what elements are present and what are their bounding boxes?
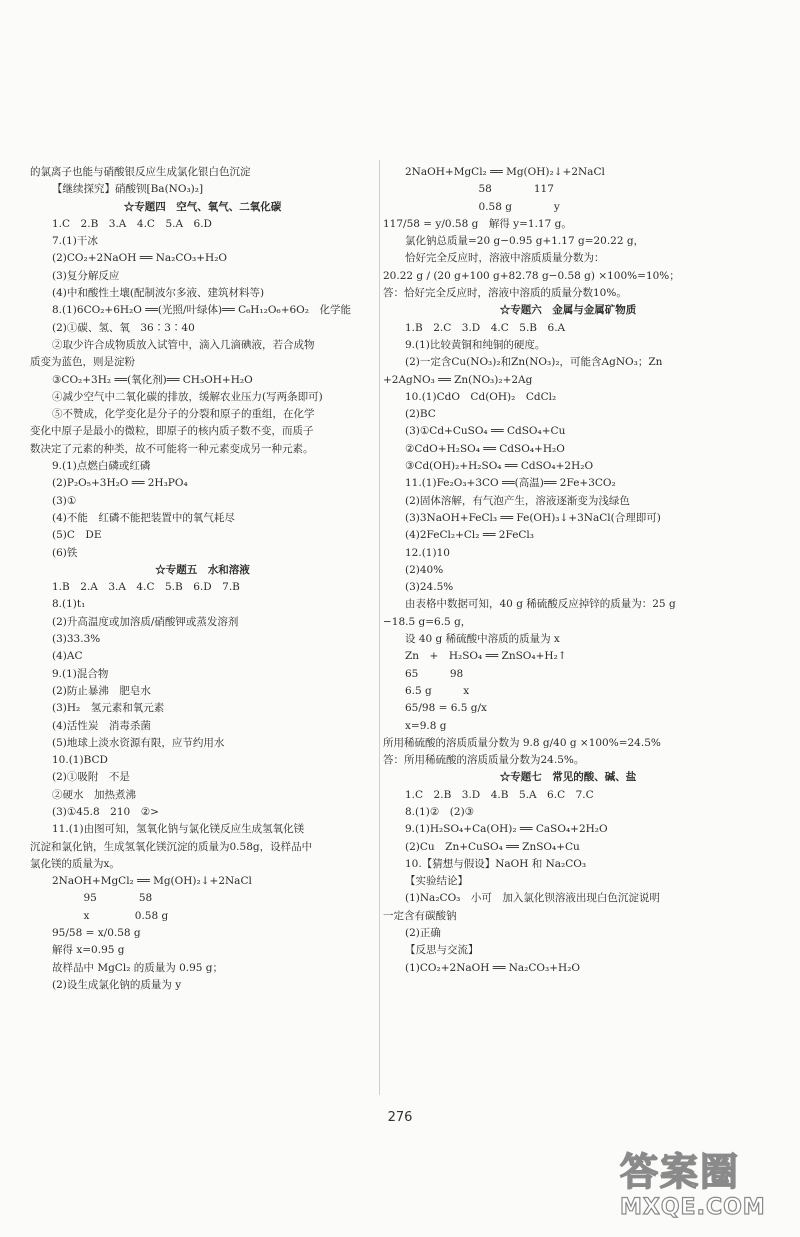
text-line: (3)① [52,494,77,507]
text-line: 沉淀和氯化钠，生成氢氧化镁沉淀的质量为0.58g，设样品中 [30,840,313,853]
watermark-url: MXQE.COM [620,1195,766,1220]
text-line: (4)AC [52,650,83,663]
text-line: 8.(1)t₁ [52,598,86,611]
text-line: (4)不能 红磷不能把装置中的氧气耗尽 [52,511,235,524]
section-heading: ☆专题五 水和溶液 [155,563,250,576]
text-line: ②硬水 加热煮沸 [52,788,136,801]
text-line: (6)铁 [52,546,78,559]
text-line: 20.22 g / (20 g+100 g+82.78 g−0.58 g) ×100%=10%； [383,269,680,282]
text-line: 0.58 g y [405,200,560,213]
watermark-title: 答案圈 [620,1150,741,1194]
text-line: 9.(1)点燃白磷或红磷 [52,460,151,473]
text-line: x=9.8 g [405,719,447,732]
text-line: 2NaOH+MgCl₂ ══ Mg(OH)₂↓+2NaCl [405,166,605,178]
text-line: (2)正确 [405,927,441,940]
text-line: (3)H₂ 氢元素和氧元素 [52,702,165,715]
text-line: 8.(1)6CO₂+6H₂O ══(光照/叶绿体)══ C₆H₁₂O₆+6O₂ 化学能 [52,304,351,317]
text-line: 1.B 2.A 3.A 4.C 5.B 6.D 7.B [52,581,240,594]
text-line: 12.(1)10 [405,546,450,559]
text-line: 11.(1)Fe₂O₃+3CO ══(高温)══ 2Fe+3CO₂ [405,477,616,490]
text-line: (5)地球上淡水资源有限，应节约用水 [52,736,225,749]
text-line: 95 58 [52,892,153,905]
watermark-logo [620,1150,790,1230]
text-line: −18.5 g=6.5 g， [383,615,472,628]
text-line: 1.C 2.B 3.D 4.B 5.A 6.C 7.C [405,788,594,801]
text-line: (2)防止暴沸 肥皂水 [52,684,151,697]
section-heading: ☆专题四 空气、氧气、二氧化碳 [123,200,282,213]
text-line: 7.(1)干冰 [52,235,98,248]
text-line: 氯化钠总质量=20 g−0.95 g+1.17 g=20.22 g， [405,235,645,248]
text-line: 65 98 [405,667,464,680]
text-line: 由表格中数据可知，40 g 稀硫酸反应掉锌的质量为：25 g [405,598,676,611]
text-line: ③Cd(OH)₂+H₂SO₄ ══ CdSO₄+2H₂O [405,460,594,473]
text-line: ④减少空气中二氧化碳的排放，缓解农业压力(写两条即可) [52,390,323,403]
text-line: (2)40% [405,563,444,576]
text-line: (3)24.5% [405,581,454,594]
text-line: 95/58 = x/0.58 g [52,927,141,940]
text-line: 故样品中 MgCl₂ 的质量为 0.95 g； [52,961,224,974]
text-line: 1.C 2.B 3.A 4.C 5.A 6.D [52,217,212,230]
text-line: 变化中原子是最小的微粒，即原子的核内质子数不变，而质子 [30,425,314,438]
text-line: ⑤不赞成，化学变化是分子的分裂和原子的重组，在化学 [52,408,315,421]
text-line: Zn + H₂SO₄ ══ ZnSO₄+H₂↑ [405,650,567,663]
text-line: 10.(1)BCD [52,754,108,767]
text-line: 11.(1)由图可知，氢氧化钠与氯化镁反应生成氢氧化镁 [52,823,305,836]
text-line: 一定含有碳酸钠 [383,909,457,922]
page-number: 276 [387,1110,413,1125]
text-line: (4)中和酸性土壤(配制波尔多液、建筑材料等) [52,287,265,300]
text-line: (2)升高温度或加溶质/硝酸钾或蒸发溶剂 [52,615,239,628]
section-heading: ☆专题六 金属与金属矿物质 [499,304,637,317]
text-line: (3)①45.8 210 ②> [52,805,159,818]
text-line: (2)①碳、氢、氧 36∶3∶40 [52,321,195,334]
text-line: 所用稀硫酸的溶质质量分数为 9.8 g/40 g ×100%=24.5% [383,736,661,749]
text-line: 10.(1)CdO Cd(OH)₂ CdCl₂ [405,390,557,403]
text-line: 9.(1)比较黄铜和纯铜的硬度。 [405,338,546,351]
text-line: (2)①吸附 不是 [52,771,130,784]
column-divider [379,160,380,1095]
text-line: 117/58 = y/0.58 g 解得 y=1.17 g。 [383,217,572,230]
text-line: 答：所用稀硫酸的溶质质量分数为24.5%。 [383,754,585,767]
text-line: (2)设生成氯化钠的质量为 y [52,978,182,991]
text-line: 【反思与交流】 [405,944,479,957]
text-line: 设 40 g 稀硫酸中溶质的质量为 x [405,633,560,646]
text-line: (3)33.3% [52,633,101,646]
text-line: (5)C DE [52,529,102,542]
text-line: 数决定了元素的种类，故不可能将一种元素变成另一种元素。 [30,442,314,455]
text-line: 6.5 g x [405,684,470,697]
right-column [383,164,753,977]
section-heading: ☆专题七 常见的酸、碱、盐 [499,771,637,784]
text-line: ②取少许合成物质放入试管中，滴入几滴碘液，若合成物 [52,338,315,351]
text-line: (4)2FeCl₂+Cl₂ ══ 2FeCl₃ [405,529,535,542]
text-line: (3)①Cd+CuSO₄ ══ CdSO₄+Cu [405,425,566,438]
text-line: (1)CO₂+2NaOH ══ Na₂CO₃+H₂O [405,961,581,974]
text-line: ③CO₂+3H₂ ══(氧化剂)══ CH₃OH+H₂O [52,373,253,386]
text-line: (3)复分解反应 [52,269,120,282]
text-line: (2)BC [405,408,436,421]
text-line: (1)Na₂CO₃ 小可 加入氯化钡溶液出现白色沉淀说明 [405,892,660,905]
text-line: 1.B 2.C 3.D 4.C 5.B 6.A [405,321,566,334]
text-line: (2)CO₂+2NaOH ══ Na₂CO₃+H₂O [52,252,228,265]
text-line: 2NaOH+MgCl₂ ══ Mg(OH)₂↓+2NaCl [52,875,252,888]
text-line: 【实验结论】 [405,875,468,888]
text-line: x 0.58 g [52,909,169,922]
text-line: 9.(1)混合物 [52,667,109,680]
text-line: (3)3NaOH+FeCl₃ ══ Fe(OH)₃↓+3NaCl(合理即可) [405,511,661,524]
text-line: 质变为蓝色，则是淀粉 [30,356,135,369]
text-line: 65/98 = 6.5 g/x [405,702,487,715]
text-line: 氯化镁的质量为x。 [30,857,120,870]
text-line: +2AgNO₃ ══ Zn(NO₃)₂+2Ag [383,373,533,386]
text-line: 9.(1)H₂SO₄+Ca(OH)₂ ══ CaSO₄+2H₂O [405,823,608,836]
text-line: 58 117 [405,183,554,196]
text-line: (2)固体溶解，有气泡产生，溶液逐渐变为浅绿色 [405,494,630,507]
text-line: 恰好完全反应时，溶液中溶质质量分数为： [405,252,605,265]
text-line: 10.【猜想与假设】NaOH 和 Na₂CO₃ [405,857,587,870]
text-line: 的氯离子也能与硝酸银反应生成氯化银白色沉淀 [30,166,251,178]
text-line: 8.(1)② (2)③ [405,805,475,818]
text-line: (2)P₂O₅+3H₂O ══ 2H₃PO₄ [52,477,188,490]
text-line: 【继续探究】硝酸钡[Ba(NO₃)₂] [52,183,204,196]
text-line: ②CdO+H₂SO₄ ══ CdSO₄+H₂O [405,442,565,455]
text-line: (4)活性炭 消毒杀菌 [52,719,151,732]
left-column [30,164,375,994]
text-line: (2)一定含Cu(NO₃)₂和Zn(NO₃)₂，可能含AgNO₃；Zn [405,356,663,369]
text-line: 答：恰好完全反应时，溶液中溶质的质量分数10%。 [383,287,627,300]
text-line: (2)Cu Zn+CuSO₄ ══ ZnSO₄+Cu [405,840,580,853]
text-line: 解得 x=0.95 g [52,944,125,957]
